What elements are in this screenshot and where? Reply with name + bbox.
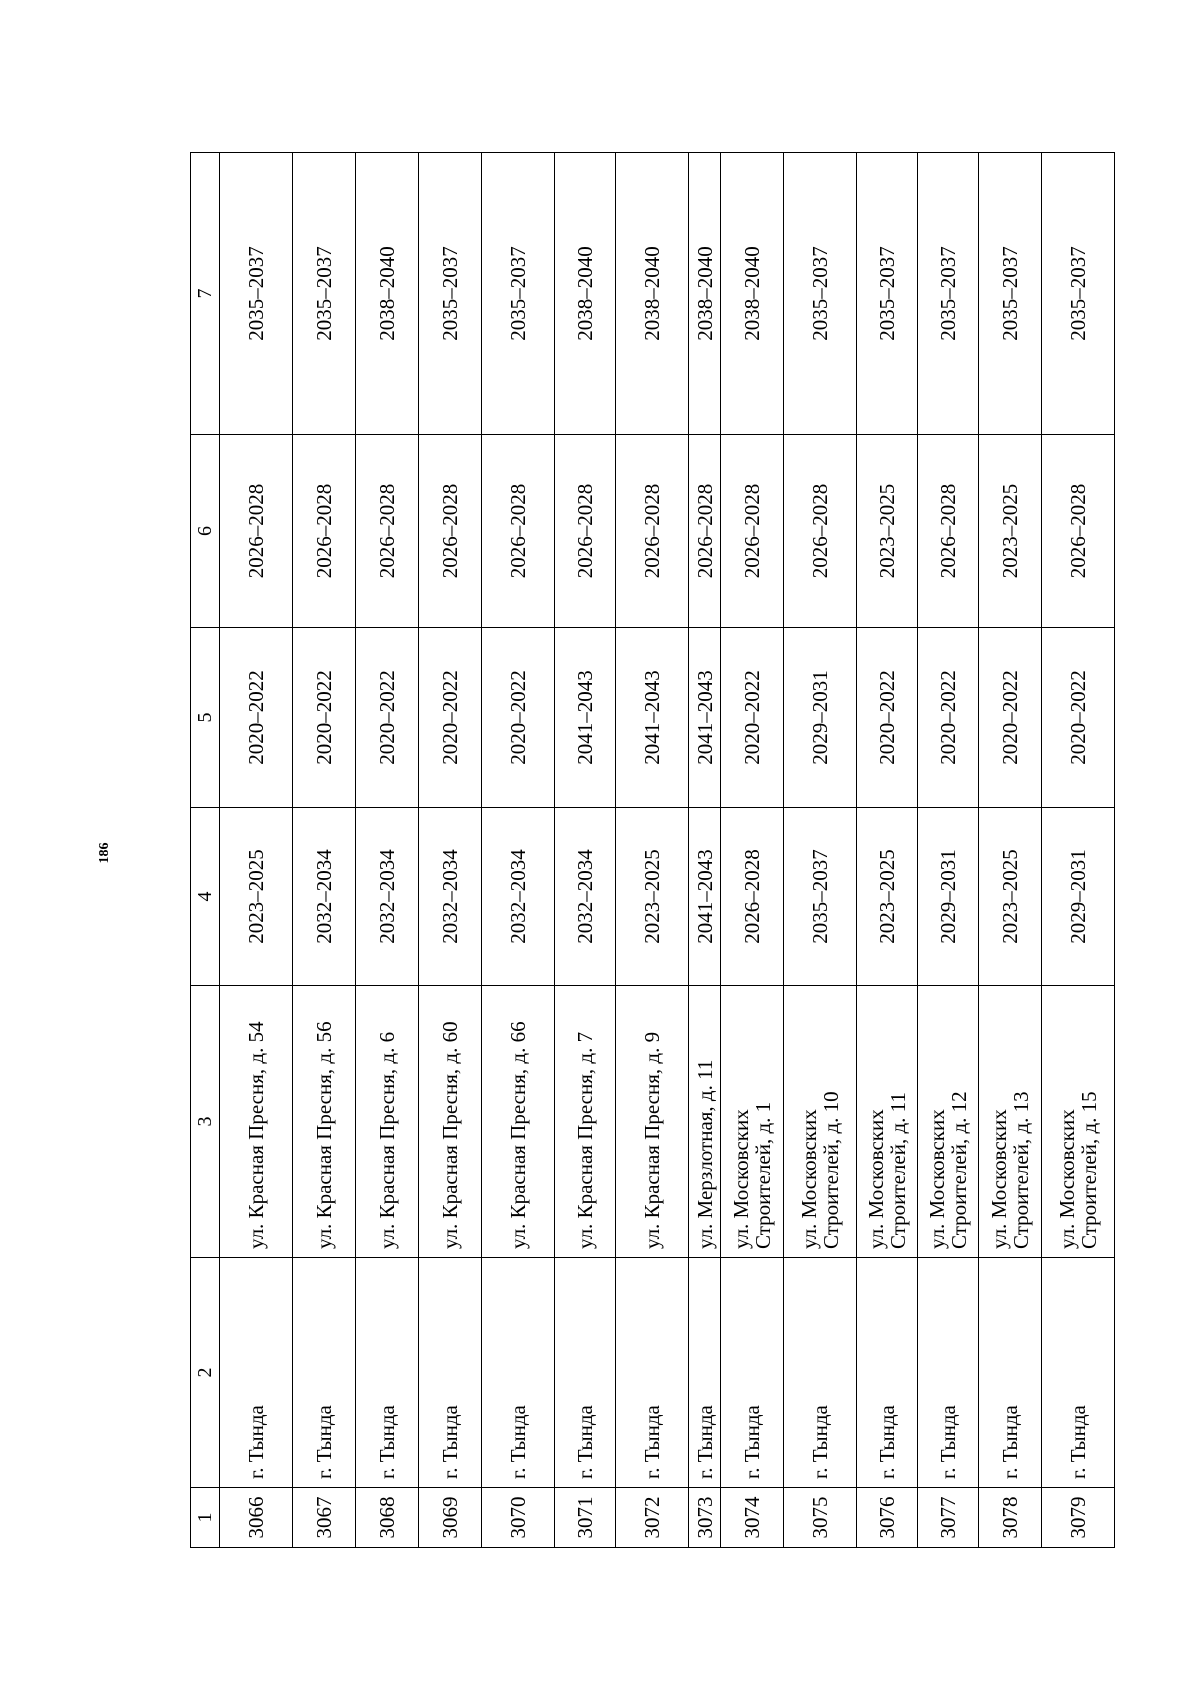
city-cell: г. Тында bbox=[356, 1258, 419, 1488]
period-col4-cell: 2023–2025 bbox=[615, 808, 688, 986]
city-cell: г. Тында bbox=[555, 1258, 616, 1488]
address-cell: ул. Красная Пресня, д. 56 bbox=[293, 986, 356, 1258]
period-col6-cell: 2026–2028 bbox=[418, 435, 481, 628]
address-cell: ул. Московских Строителей, д. 10 bbox=[783, 986, 856, 1258]
column-header-4: 4 bbox=[191, 808, 220, 986]
period-col5-cell: 2020–2022 bbox=[857, 628, 918, 808]
city-cell: г. Тында bbox=[857, 1258, 918, 1488]
row-number: 3068 bbox=[356, 1488, 419, 1548]
table-row bbox=[293, 153, 356, 1548]
table-row bbox=[481, 153, 554, 1548]
header-row bbox=[191, 153, 220, 1548]
period-col6-cell: 2026–2028 bbox=[220, 435, 293, 628]
period-col7-cell: 2035–2037 bbox=[293, 153, 356, 435]
city-cell: г. Тында bbox=[917, 1258, 978, 1488]
period-col7-cell: 2035–2037 bbox=[783, 153, 856, 435]
table-row bbox=[721, 153, 784, 1548]
period-col4-cell: 2041–2043 bbox=[689, 808, 721, 986]
table-row bbox=[615, 153, 688, 1548]
address-cell: ул. Московских Строителей, д. 12 bbox=[917, 986, 978, 1258]
period-col6-cell: 2023–2025 bbox=[857, 435, 918, 628]
period-col5-cell: 2020–2022 bbox=[418, 628, 481, 808]
city-cell: г. Тында bbox=[783, 1258, 856, 1488]
period-col7-cell: 2035–2037 bbox=[978, 153, 1041, 435]
column-header-1: 1 bbox=[191, 1488, 220, 1548]
city-cell: г. Тында bbox=[689, 1258, 721, 1488]
address-cell: ул. Московских Строителей, д. 1 bbox=[721, 986, 784, 1258]
period-col7-cell: 2038–2040 bbox=[615, 153, 688, 435]
table-row bbox=[356, 153, 419, 1548]
address-cell: ул. Московских Строителей, д. 15 bbox=[1041, 986, 1114, 1258]
period-col5-cell: 2020–2022 bbox=[1041, 628, 1114, 808]
table-row bbox=[1041, 153, 1114, 1548]
row-number: 3067 bbox=[293, 1488, 356, 1548]
period-col6-cell: 2023–2025 bbox=[978, 435, 1041, 628]
period-col4-cell: 2035–2037 bbox=[783, 808, 856, 986]
schedule-table bbox=[190, 152, 1115, 1548]
column-header-6: 6 bbox=[191, 435, 220, 628]
period-col4-cell: 2032–2034 bbox=[555, 808, 616, 986]
period-col5-cell: 2020–2022 bbox=[978, 628, 1041, 808]
period-col4-cell: 2032–2034 bbox=[293, 808, 356, 986]
period-col7-cell: 2038–2040 bbox=[356, 153, 419, 435]
period-col6-cell: 2026–2028 bbox=[356, 435, 419, 628]
period-col6-cell: 2026–2028 bbox=[555, 435, 616, 628]
column-header-2: 2 bbox=[191, 1258, 220, 1488]
period-col4-cell: 2032–2034 bbox=[356, 808, 419, 986]
period-col6-cell: 2026–2028 bbox=[481, 435, 554, 628]
period-col5-cell: 2029–2031 bbox=[783, 628, 856, 808]
period-col5-cell: 2041–2043 bbox=[555, 628, 616, 808]
period-col4-cell: 2029–2031 bbox=[917, 808, 978, 986]
table-row bbox=[689, 153, 721, 1548]
period-col7-cell: 2035–2037 bbox=[1041, 153, 1114, 435]
city-cell: г. Тында bbox=[615, 1258, 688, 1488]
city-cell: г. Тында bbox=[1041, 1258, 1114, 1488]
period-col6-cell: 2026–2028 bbox=[721, 435, 784, 628]
address-cell: ул. Красная Пресня, д. 60 bbox=[418, 986, 481, 1258]
table-row bbox=[555, 153, 616, 1548]
city-cell: г. Тында bbox=[293, 1258, 356, 1488]
period-col4-cell: 2023–2025 bbox=[220, 808, 293, 986]
table-row bbox=[220, 153, 293, 1548]
period-col7-cell: 2035–2037 bbox=[917, 153, 978, 435]
table-row bbox=[783, 153, 856, 1548]
address-cell: ул. Красная Пресня, д. 66 bbox=[481, 986, 554, 1258]
period-col5-cell: 2020–2022 bbox=[220, 628, 293, 808]
period-col6-cell: 2026–2028 bbox=[1041, 435, 1114, 628]
row-number: 3074 bbox=[721, 1488, 784, 1548]
period-col5-cell: 2020–2022 bbox=[481, 628, 554, 808]
city-cell: г. Тында bbox=[220, 1258, 293, 1488]
address-cell: ул. Красная Пресня, д. 7 bbox=[555, 986, 616, 1258]
period-col4-cell: 2032–2034 bbox=[418, 808, 481, 986]
column-header-5: 5 bbox=[191, 628, 220, 808]
page-number: 186 bbox=[97, 842, 112, 864]
address-cell: ул. Красная Пресня, д. 6 bbox=[356, 986, 419, 1258]
city-cell: г. Тында bbox=[418, 1258, 481, 1488]
period-col6-cell: 2026–2028 bbox=[917, 435, 978, 628]
table-row bbox=[418, 153, 481, 1548]
column-header-3: 3 bbox=[191, 986, 220, 1258]
city-cell: г. Тында bbox=[721, 1258, 784, 1488]
row-number: 3073 bbox=[689, 1488, 721, 1548]
period-col6-cell: 2026–2028 bbox=[293, 435, 356, 628]
row-number: 3069 bbox=[418, 1488, 481, 1548]
row-number: 3070 bbox=[481, 1488, 554, 1548]
table-row bbox=[857, 153, 918, 1548]
period-col5-cell: 2020–2022 bbox=[293, 628, 356, 808]
address-cell: ул. Мерзлотная, д. 11 bbox=[689, 986, 721, 1258]
period-col5-cell: 2041–2043 bbox=[689, 628, 721, 808]
row-number: 3066 bbox=[220, 1488, 293, 1548]
row-number: 3077 bbox=[917, 1488, 978, 1548]
column-header-7: 7 bbox=[191, 153, 220, 435]
address-cell: ул. Московских Строителей, д. 11 bbox=[857, 986, 918, 1258]
period-col4-cell: 2023–2025 bbox=[978, 808, 1041, 986]
row-number: 3078 bbox=[978, 1488, 1041, 1548]
city-cell: г. Тында bbox=[481, 1258, 554, 1488]
row-number: 3071 bbox=[555, 1488, 616, 1548]
period-col7-cell: 2035–2037 bbox=[418, 153, 481, 435]
period-col4-cell: 2029–2031 bbox=[1041, 808, 1114, 986]
period-col5-cell: 2041–2043 bbox=[615, 628, 688, 808]
schedule-table-container bbox=[190, 153, 1115, 1548]
period-col4-cell: 2032–2034 bbox=[481, 808, 554, 986]
row-number: 3079 bbox=[1041, 1488, 1114, 1548]
period-col4-cell: 2026–2028 bbox=[721, 808, 784, 986]
table-row bbox=[917, 153, 978, 1548]
period-col4-cell: 2023–2025 bbox=[857, 808, 918, 986]
address-cell: ул. Красная Пресня, д. 54 bbox=[220, 986, 293, 1258]
period-col6-cell: 2026–2028 bbox=[783, 435, 856, 628]
address-cell: ул. Красная Пресня, д. 9 bbox=[615, 986, 688, 1258]
period-col5-cell: 2020–2022 bbox=[356, 628, 419, 808]
period-col7-cell: 2038–2040 bbox=[689, 153, 721, 435]
period-col5-cell: 2020–2022 bbox=[721, 628, 784, 808]
period-col7-cell: 2038–2040 bbox=[555, 153, 616, 435]
row-number: 3075 bbox=[783, 1488, 856, 1548]
period-col6-cell: 2026–2028 bbox=[615, 435, 688, 628]
period-col5-cell: 2020–2022 bbox=[917, 628, 978, 808]
period-col7-cell: 2035–2037 bbox=[857, 153, 918, 435]
address-cell: ул. Московских Строителей, д. 13 bbox=[978, 986, 1041, 1258]
period-col7-cell: 2038–2040 bbox=[721, 153, 784, 435]
table-row bbox=[978, 153, 1041, 1548]
city-cell: г. Тында bbox=[978, 1258, 1041, 1488]
period-col7-cell: 2035–2037 bbox=[481, 153, 554, 435]
period-col6-cell: 2026–2028 bbox=[689, 435, 721, 628]
row-number: 3072 bbox=[615, 1488, 688, 1548]
period-col7-cell: 2035–2037 bbox=[220, 153, 293, 435]
row-number: 3076 bbox=[857, 1488, 918, 1548]
